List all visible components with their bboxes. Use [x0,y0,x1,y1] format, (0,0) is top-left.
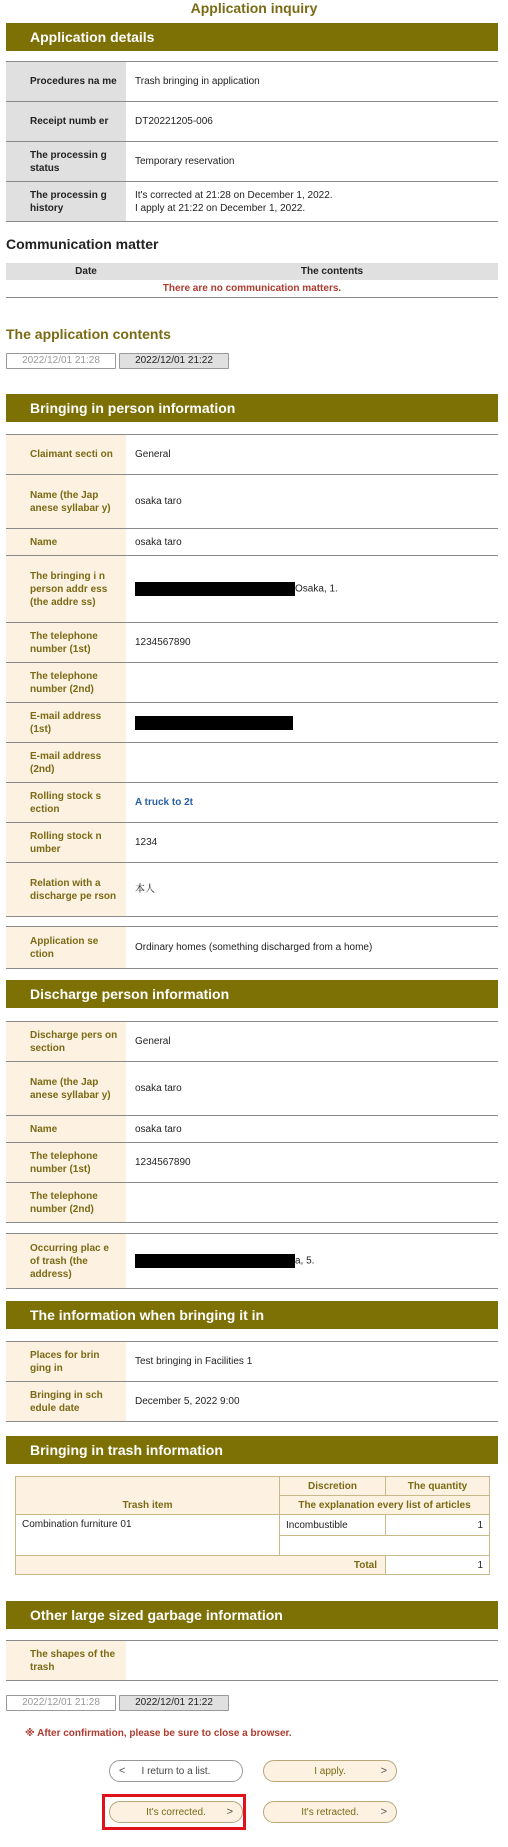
info-key: The telephone number (2nd) [6,663,126,703]
info-key: Name [6,529,126,556]
detail-row [6,182,498,222]
info-value [126,743,498,783]
bottom-history-tab-2128[interactable]: 2022/12/01 21:28 [6,1695,116,1711]
detail-value: Temporary reservation [126,142,498,182]
application-section-table [6,926,498,969]
bringing-person-heading: Bringing in person information [6,394,498,422]
trash-explanation [280,1536,490,1556]
info-row [6,1022,498,1062]
info-key: Claimant secti on [6,435,126,475]
return-to-list-label: I return to a list. [141,1765,211,1777]
info-value: a, 5. [295,1255,315,1267]
bringing-person-table [6,434,498,917]
info-row [6,529,498,556]
info-value [126,1641,498,1681]
info-value: osaka taro [126,1062,498,1116]
retracted-label: It's retracted. [301,1806,359,1818]
redacted-place [135,1254,295,1268]
info-row [6,1183,498,1223]
application-details-heading: Application details [6,23,498,51]
trash-quantity: 1 [386,1515,490,1536]
empty-message: There are no communication matters. [6,280,498,297]
other-large-table [6,1640,498,1681]
info-value: 1234567890 [126,1143,498,1183]
chevron-right-icon: > [226,1806,233,1818]
apply-label: I apply. [314,1765,346,1777]
application-contents-heading: The application contents [6,326,171,342]
trash-row [16,1515,490,1536]
info-key: Occurring plac e of trash (the address) [6,1234,126,1289]
chevron-right-icon: > [380,1765,387,1777]
detail-row [6,62,498,102]
info-key: E-mail address (1st) [6,703,126,743]
col-quantity: The quantity [386,1477,490,1496]
close-browser-notice: ※ After confirmation, please be sure to close a browser. [25,1728,292,1739]
info-value [126,663,498,703]
bottom-history-tab-2122[interactable]: 2022/12/01 21:22 [119,1695,229,1711]
bringing-info-heading: The information when bringing it in [6,1301,498,1329]
info-key: The shapes of the trash [6,1641,126,1681]
info-key: The telephone number (2nd) [6,1183,126,1223]
info-row [6,623,498,663]
detail-row [6,102,498,142]
info-row [6,663,498,703]
info-value: Ordinary homes (something discharged from a home) [126,927,498,969]
bringing-info-table [6,1341,498,1422]
info-value: 1234567890 [126,623,498,663]
page-title: Application inquiry [190,0,318,16]
info-key: Places for brin ging in [6,1342,126,1382]
info-row [6,1641,498,1681]
col-explanation: The explanation every list of articles [280,1496,490,1515]
other-large-heading: Other large sized garbage information [6,1601,498,1629]
col-date: Date [6,263,166,280]
info-value: December 5, 2022 9:00 [126,1382,498,1422]
detail-value: DT20221205-006 [126,102,498,142]
detail-row [6,142,498,182]
info-key: Discharge pers on section [6,1022,126,1062]
col-discretion: Discretion [280,1477,386,1496]
info-row [6,475,498,529]
trash-item-name: Combination furniture 01 [16,1515,280,1556]
info-value: osaka taro [126,1116,498,1143]
col-trash-item: Trash item [16,1477,280,1515]
info-row [6,863,498,917]
discharge-person-table [6,1021,498,1223]
info-row [6,435,498,475]
info-value: osaka taro [126,475,498,529]
communication-table [6,263,498,298]
info-key: Name [6,1116,126,1143]
detail-value [126,182,498,222]
detail-key: Receipt numb er [6,102,126,142]
info-value: Test bringing in Facilities 1 [126,1342,498,1382]
history-tab-2122[interactable]: 2022/12/01 21:22 [119,353,229,369]
return-to-list-button[interactable] [109,1760,243,1782]
col-contents: The contents [166,263,498,280]
detail-value: Trash bringing in application [126,62,498,102]
redacted-email [135,716,293,730]
info-key: Relation with a discharge pe rson [6,863,126,917]
info-row [6,1234,498,1289]
info-row [6,703,498,743]
info-value: General [126,435,498,475]
info-value: osaka taro [126,529,498,556]
info-row [6,783,498,823]
info-value: General [126,1022,498,1062]
info-key: The telephone number (1st) [6,623,126,663]
application-details-table [6,61,498,222]
trash-info-heading: Bringing in trash information [6,1436,498,1464]
info-key: The bringing i n person addr ess (the addre ss) [6,556,126,623]
history-tab-2128[interactable]: 2022/12/01 21:28 [6,353,116,369]
info-row [6,743,498,783]
info-key: The telephone number (1st) [6,1143,126,1183]
info-row [6,1062,498,1116]
communication-heading: Communication matter [6,236,159,252]
info-row [6,823,498,863]
detail-key: Procedures na me [6,62,126,102]
apply-button[interactable] [263,1760,397,1782]
info-row [6,1143,498,1183]
corrected-button[interactable] [109,1801,243,1823]
info-key: Rolling stock s ection [6,783,126,823]
info-value [126,1183,498,1223]
info-row [6,556,498,623]
trash-discretion: Incombustible [280,1515,386,1536]
trash-table [15,1476,490,1575]
info-key: Bringing in sch edule date [6,1382,126,1422]
info-row [6,1116,498,1143]
info-key: Rolling stock n umber [6,823,126,863]
info-key: Name (the Jap anese syllabar y) [6,1062,126,1116]
detail-key: The processin g history [6,182,126,222]
info-row [6,1342,498,1382]
rolling-stock-link[interactable]: A truck to 2t [135,797,193,808]
redacted-address [135,582,295,596]
info-key: Application se ction [6,927,126,969]
trash-place-table [6,1233,498,1289]
corrected-label: It's corrected. [146,1806,206,1818]
info-value: 1234 [126,823,498,863]
history-line: It's corrected at 21:28 on December 1, 2022. [135,189,333,201]
info-key: E-mail address (2nd) [6,743,126,783]
discharge-person-heading: Discharge person information [6,980,498,1008]
retracted-button[interactable] [263,1801,397,1823]
info-value: Osaka, 1. [295,583,338,595]
info-row [6,927,498,969]
info-row [6,1382,498,1422]
total-label: Total [16,1556,386,1575]
info-key: Name (the Jap anese syllabar y) [6,475,126,529]
info-value: 本人 [126,863,498,917]
detail-key: The processin g status [6,142,126,182]
chevron-right-icon: > [380,1806,387,1818]
history-line: I apply at 21:22 on December 1, 2022. [135,202,306,214]
chevron-left-icon: < [119,1765,126,1777]
total-value: 1 [386,1556,490,1575]
